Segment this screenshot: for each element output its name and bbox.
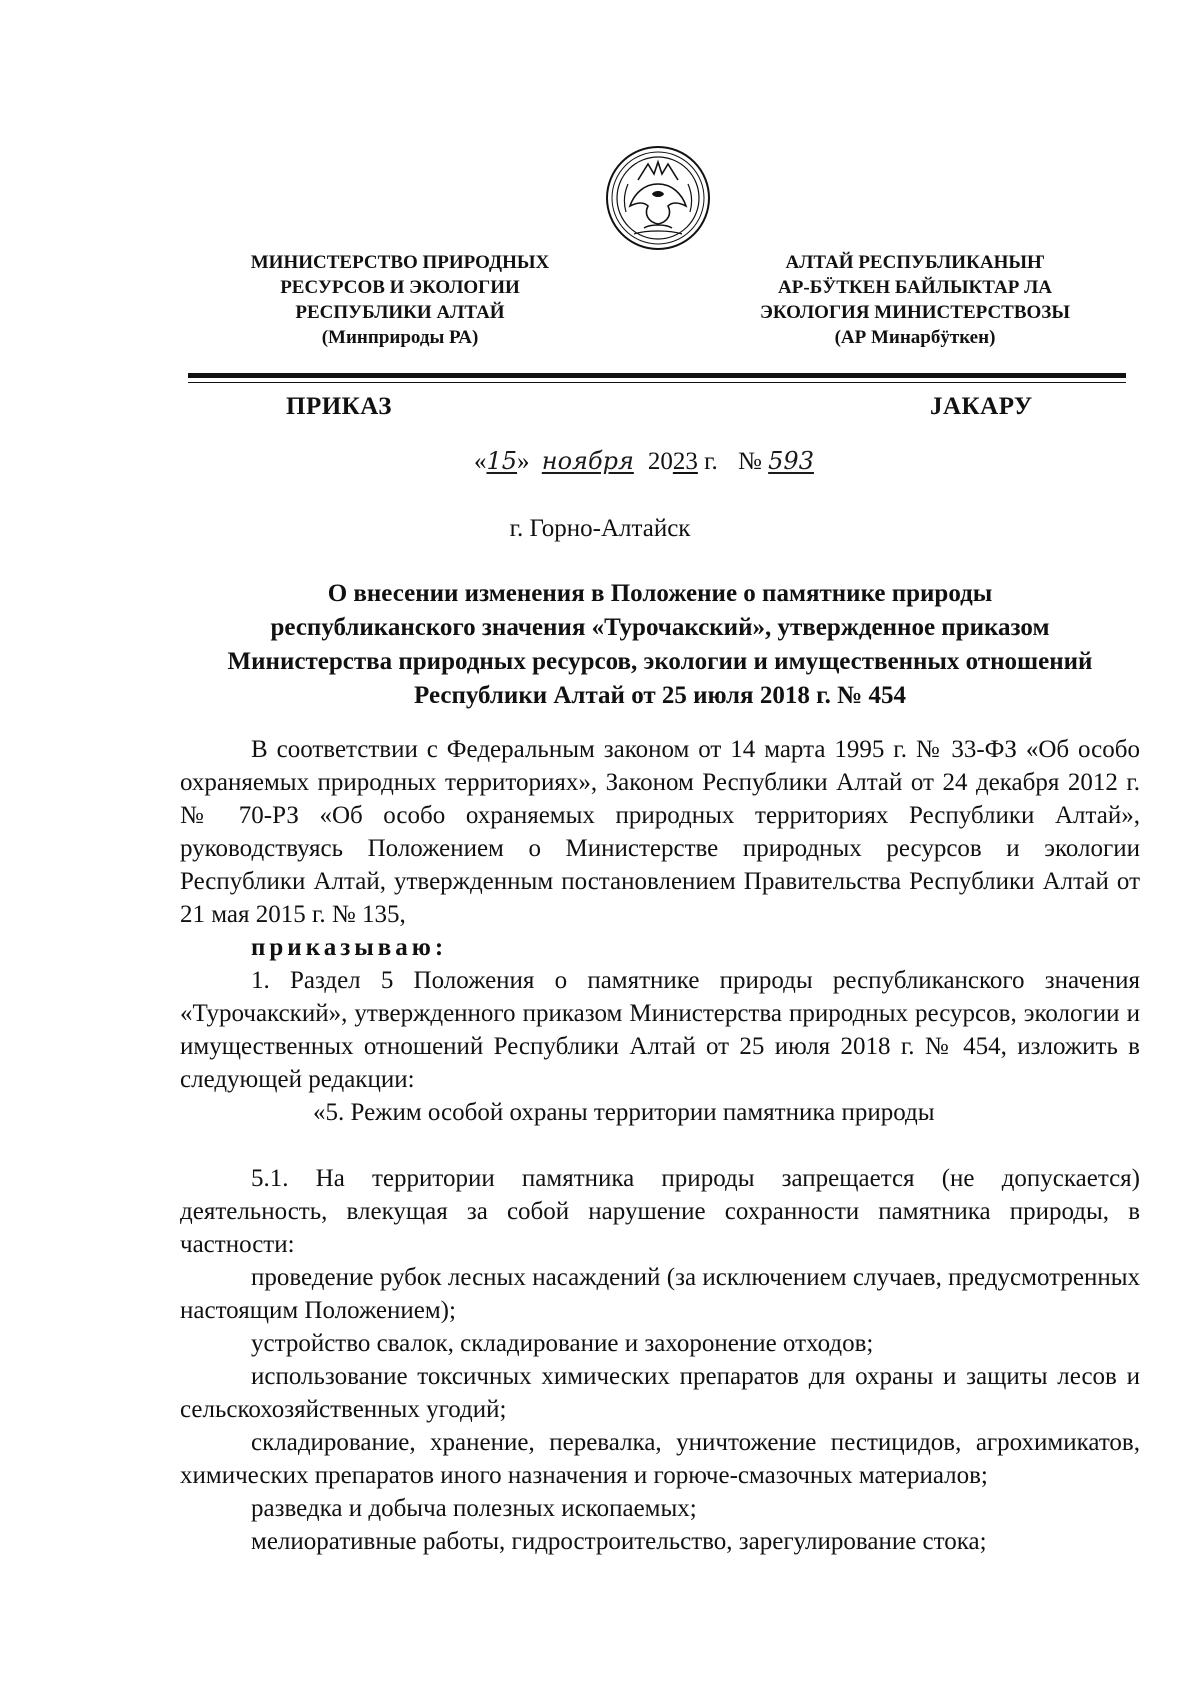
document-number: 593 (768, 447, 814, 475)
header-left-line-2: РЕСУРСОВ И ЭКОЛОГИИ (280, 277, 520, 298)
date-number-line (474, 447, 814, 476)
header-right-line-2: АР-БӰТКЕН БАЙЛЫКТАР ЛА (778, 277, 1052, 298)
header-divider-thin (188, 382, 1126, 383)
coat-of-arms-emblem-icon (604, 144, 712, 252)
list-item: разведка и добыча полезных ископаемых; (251, 1495, 697, 1522)
item-1-paragraph: 1. Раздел 5 Положения о памятнике природы республиканского значения «Турочакский», утвержденного приказом Министерства природных ресурсов, экологии и имущественных отношений Республики Алтай от 25 июля 2018 г. № 454, изложить в следующей редакции: (180, 967, 1140, 1093)
date-year-marker: г. (704, 448, 718, 475)
section-5-heading: «5. Режим особой охраны территории памятника природы (313, 1099, 935, 1126)
order-word: приказываю: (251, 934, 448, 961)
date-open-quote: « (474, 448, 487, 475)
title-line-4: Республики Алтай от 25 июля 2018 г. № 454 (414, 682, 906, 709)
title-line-2: республиканского значения «Турочакский», утвержденное приказом (270, 614, 1050, 641)
document-body (180, 733, 1140, 1558)
doc-type-russian: ПРИКАЗ (286, 393, 392, 420)
date-close-quote: » (517, 448, 530, 475)
header-right-line-3: ЭКОЛОГИЯ МИНИСТЕРСТВОЗЫ (759, 302, 1070, 323)
date-year-prefix: 20 (647, 448, 673, 475)
list-item: устройство свалок, складирование и захоронение отходов; (251, 1330, 874, 1357)
ministry-header-russian (220, 250, 580, 350)
list-item: мелиоративные работы, гидростроительство, зарегулирование стока; (251, 1528, 987, 1555)
doc-type-altai: JАКАРУ (930, 393, 1033, 420)
header-left-line-1: МИНИСТЕРСТВО ПРИРОДНЫХ (250, 252, 550, 273)
header-left-line-4: (Минприроды РА) (321, 327, 479, 348)
title-line-3: Министерства природных ресурсов, экологии и имущественных отношений (227, 648, 1093, 675)
header-divider-thick (188, 373, 1126, 378)
header-right-line-1: АЛТАЙ РЕСПУБЛИКАНЫҤ (785, 252, 1045, 273)
date-month: ноября (541, 447, 634, 475)
list-item: использование токсичных химических препаратов для охраны и защиты лесов и сельскохозяйственных угодий; (180, 1363, 1140, 1423)
header-left-line-3: РЕСПУБЛИКИ АЛТАЙ (295, 302, 505, 323)
number-sign: № (738, 448, 762, 475)
list-item: складирование, хранение, перевалка, уничтожение пестицидов, агрохимикатов, химических препаратов иного назначения и горюче-смазочных материалов; (180, 1429, 1140, 1489)
header-right-line-4: (АР Минарбӱткен) (834, 327, 996, 348)
date-year-suffix: 23 (672, 448, 698, 475)
list-item: проведение рубок лесных насаждений (за исключением случаев, предусмотренных настоящим Положением); (180, 1264, 1140, 1324)
title-line-1: О внесении изменения в Положение о памятнике природы (327, 580, 993, 607)
date-day: 15 (486, 447, 518, 475)
document-title (180, 577, 1140, 713)
preamble-paragraph: В соответствии с Федеральным законом от 14 марта 1995 г. № 33-ФЗ «Об особо охраняемых природных территориях», Законом Республики Алтай от 24 декабря 2012 г. № 70-РЗ «Об особо охраняемых природных территориях Республики Алтай», руководствуясь Положением о Министерстве природных ресурсов и экологии Республики Алтай, утвержденным постановлением Правительства Республики Алтай от 21 мая 2015 г. № 135, (180, 736, 1140, 928)
paragraph-5-1: 5.1. На территории памятника природы запрещается (не допускается) деятельность, влекущая за собой нарушение сохранности памятника природы, в частности: (180, 1165, 1140, 1258)
city-line: г. Горно-Алтайск (509, 515, 691, 542)
ministry-header-altai (720, 250, 1110, 350)
